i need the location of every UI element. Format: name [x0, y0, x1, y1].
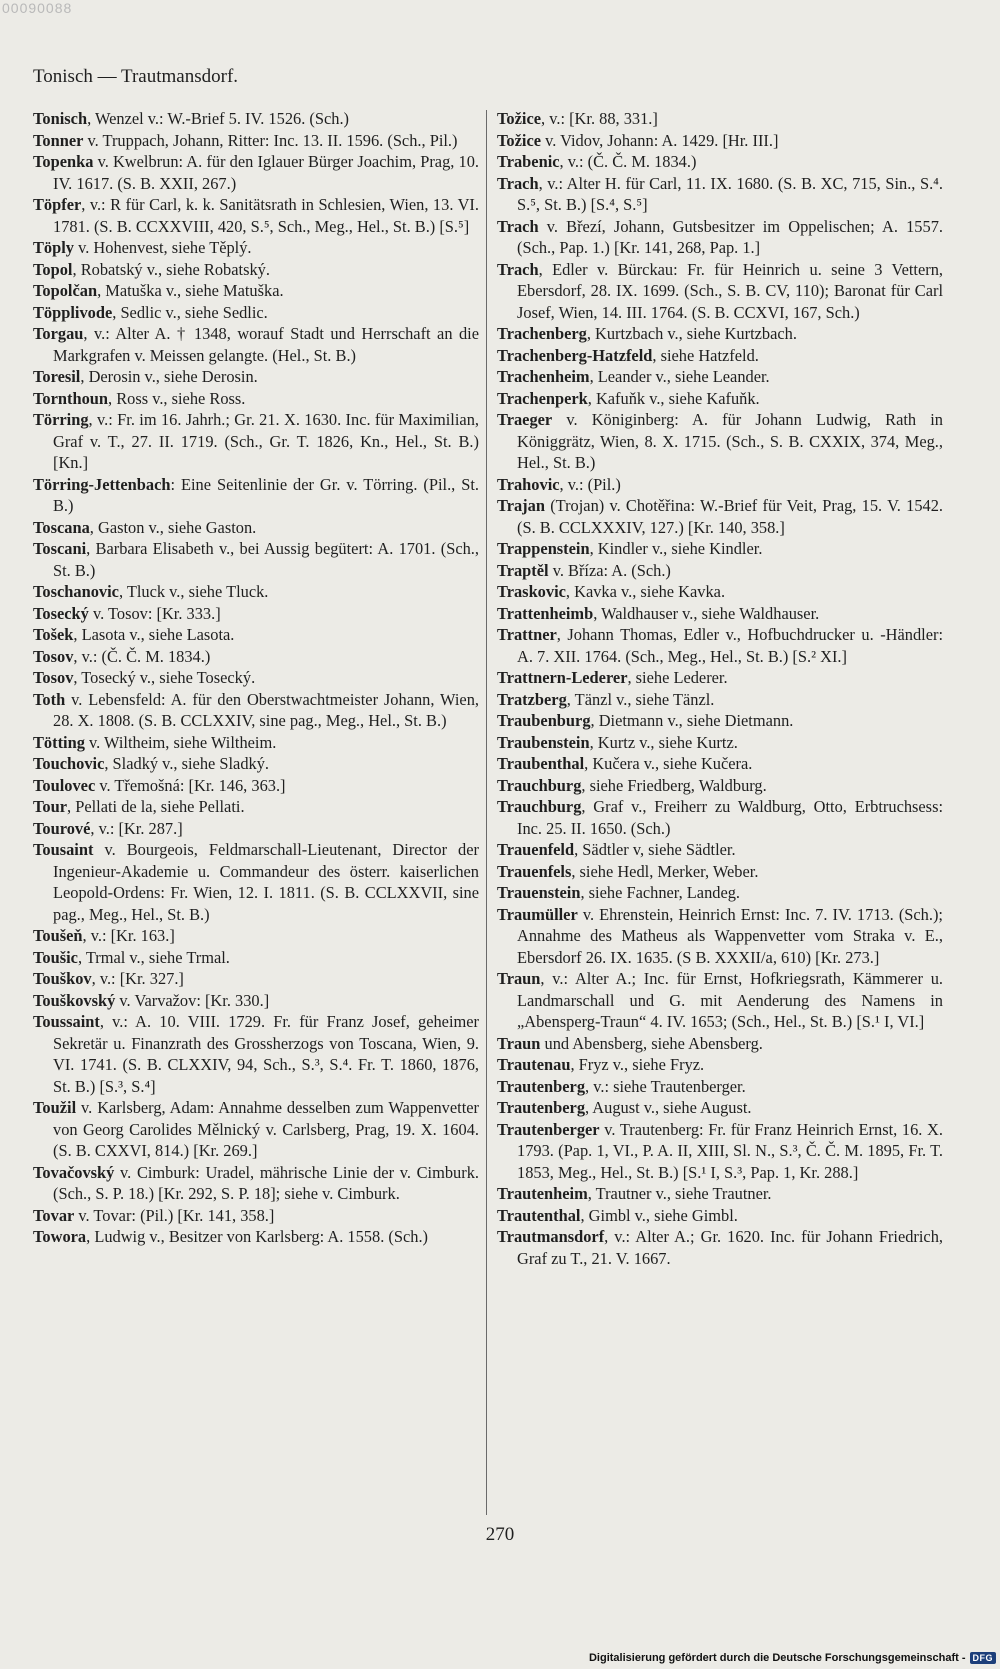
page-number: 270: [485, 1524, 515, 1545]
entry-headword: Trappenstein: [497, 539, 590, 558]
entry-text: , Robatský v., siehe Robatský.: [72, 259, 270, 279]
entry-headword: Traumüller: [497, 904, 578, 924]
dictionary-entry: [33, 753, 479, 775]
entry-headword: Tornthoun: [33, 388, 109, 408]
entry-text: , Graf v., Freiherr zu Waldburg, Otto, Erbtruchsess: Inc. 25. II. 1650. (Sch.): [517, 797, 943, 838]
dictionary-entry: [33, 581, 479, 603]
dictionary-entry: [33, 474, 479, 517]
entry-text: v. Königinberg: A. für Johann Ludwig, Rath in Königgrätz, Wien, 8. X. 1715. (Sch., S. B. CXXIX, 374, Meg., Hel., St. B.): [517, 410, 943, 472]
dictionary-entry: [33, 130, 479, 152]
entry-headword: Trauchburg: [497, 775, 582, 795]
entry-text: , Barbara Elisabeth v., bei Aussig begütert: A. 1701. (Sch., St. B.): [53, 539, 479, 580]
entry-headword: Trautenheim: [497, 1184, 588, 1203]
right-column: [497, 108, 943, 1269]
entry-text: , Derosin v., siehe Derosin.: [80, 367, 258, 386]
entry-headword: Trauchburg: [497, 797, 582, 816]
entry-headword: Touškov: [33, 969, 92, 988]
dictionary-entry: [497, 667, 943, 689]
entry-headword: Toth: [33, 689, 66, 709]
dictionary-entry: [33, 839, 479, 925]
dictionary-entry: [497, 130, 943, 152]
dictionary-entry: [497, 409, 943, 474]
dictionary-entry: [497, 882, 943, 904]
dictionary-entry: [497, 216, 943, 259]
entry-text: , siehe Lederer.: [627, 668, 728, 687]
entry-text: , Kafuňk v., siehe Kafuňk.: [587, 388, 760, 408]
entry-text: , v.: [Kr. 163.]: [82, 926, 175, 945]
dictionary-entry: [33, 667, 479, 689]
entry-text: v. Wiltheim, siehe Wiltheim.: [84, 732, 277, 752]
entry-text: , Edler v. Bürckau: Fr. für Heinrich u. seine 3 Vettern, Ebersdorf, 28. IX. 1699. (Sch., S. B. CV, 110); Baronat für Carl Josef, Wien, 14. III. 1764. (S. B. CCXVI, 167, Sch.): [517, 259, 943, 322]
dictionary-entry: [497, 839, 943, 861]
entry-headword: Traskovic: [497, 582, 566, 601]
entry-text: v. Karlsberg, Adam: Annahme desselben zum Wappenvetter von Georg Carolides Mělnický v. Carlsberg, Prag, 19. X. 1604. (S. B. CXXVI, 814.) [Kr. 269.]: [53, 1098, 479, 1160]
entry-text: v. Varvažov: [Kr. 330.]: [115, 990, 270, 1010]
entry-headword: Traptěl: [497, 560, 549, 580]
entry-headword: Toresil: [33, 367, 81, 386]
entry-headword: Tousaint: [33, 840, 94, 859]
entry-text: , v.: [Kr. 88, 331.]: [541, 109, 658, 128]
entry-headword: Tovačovský: [33, 1162, 115, 1182]
dictionary-entry: [33, 237, 479, 259]
dictionary-entry: [497, 1205, 943, 1227]
entry-headword: Tosecký: [33, 603, 89, 623]
entry-headword: Toschanovic: [33, 582, 119, 601]
entry-headword: Torgau: [33, 324, 84, 343]
dictionary-entry: [33, 775, 479, 797]
entry-headword: Tötting: [33, 732, 85, 752]
dictionary-entry: [33, 1097, 479, 1162]
dictionary-entry: [33, 259, 479, 281]
dictionary-entry: [497, 1076, 943, 1098]
entry-headword: Toscana: [33, 517, 90, 537]
entry-text: , v.: (Č. Č. M. 1834.): [559, 152, 697, 171]
dictionary-entry: [33, 409, 479, 474]
footer-text: Digitalisierung gefördert durch die Deutsche Forschungsgemeinschaft -: [588, 1652, 966, 1664]
dictionary-entry: [497, 259, 943, 324]
dictionary-entry: [33, 646, 479, 668]
entry-headword: Trauenstein: [497, 883, 581, 902]
dictionary-entry: [33, 603, 479, 625]
dictionary-entry: [497, 1226, 943, 1269]
dictionary-entry: [497, 732, 943, 754]
entry-headword: Trauenfeld: [497, 840, 575, 859]
entry-text: v. Lebensfeld: A. für den Oberstwachtmeister Johann, Wien, 28. X. 1808. (S. B. CCLXXIV, sine pag., Meg., Hel., St. B.): [53, 689, 479, 730]
dictionary-entry: [497, 108, 943, 130]
entry-text: , v.: siehe Trautenberger.: [585, 1076, 746, 1096]
entry-headword: Trautenberg: [497, 1098, 586, 1117]
entry-headword: Trachenberg: [497, 324, 587, 343]
entry-text: , Trautner v., siehe Trautner.: [587, 1184, 772, 1203]
entry-text: v. Březí, Johann, Gutsbesitzer im Oppelischen; A. 1557. (Sch., Pap. 1.) [Kr. 141, 268, Pap. 1.]: [517, 216, 943, 257]
entry-text: , Sädtler v, siehe Sädtler.: [574, 840, 736, 859]
dictionary-entry: [497, 968, 943, 1033]
entry-headword: Trattner: [497, 625, 557, 644]
dictionary-entry: [497, 1033, 943, 1055]
entry-text: , Johann Thomas, Edler v., Hofbuchdrucker u. -Händler: A. 7. XII. 1764. (Sch., Meg., Hel., St. B.) [S.² XI.]: [517, 625, 943, 666]
entry-headword: Tour: [33, 797, 68, 816]
entry-text: , Kurtzbach v., siehe Kurtzbach.: [586, 324, 797, 343]
entry-text: , Pellati de la, siehe Pellati.: [67, 797, 245, 816]
dictionary-entry: [497, 495, 943, 538]
dictionary-entry: [497, 538, 943, 560]
entry-headword: Trajan: [497, 496, 545, 515]
entry-text: , Sedlic v., siehe Sedlic.: [112, 302, 268, 322]
entry-text: , v.: Alter A.; Gr. 1620. Inc. für Johann Friedrich, Graf zu T., 21. V. 1667.: [517, 1227, 943, 1268]
entry-headword: Toussaint: [33, 1012, 100, 1031]
entry-headword: Topenka: [33, 152, 94, 171]
entry-text: v. Trautenberg: Fr. für Franz Heinrich Ernst, 16. X. 1793. (Pap. 1, VI., P. A. II, XIII, Sl. N., S.³, Č. Č. M. 1895, Fr. T. 1853, Meg., Hel., St. B.) [S.¹ I, S.³, Pap. 1, Kr. 288.]: [517, 1119, 943, 1182]
entry-text: v. Tovar: (Pil.) [Kr. 141, 358.]: [74, 1205, 275, 1225]
entry-text: , Leander v., siehe Leander.: [589, 367, 770, 386]
entry-headword: Trabenic: [497, 152, 560, 171]
dictionary-entry: [33, 1162, 479, 1205]
entry-headword: Tošek: [33, 625, 74, 644]
entry-text: , Dietmann v., siehe Dietmann.: [590, 711, 794, 730]
entry-text: , v.: R für Carl, k. k. Sanitätsrath in Schlesien, Wien, 13. VI. 1781. (S. B. CCXXVIII, 420, S.⁵, Sch., Meg., Hel., St. B.) [S.⁵]: [53, 195, 479, 236]
entry-text: , Wenzel v.: W.-Brief 5. IV. 1526. (Sch.): [87, 109, 350, 128]
dictionary-entry: [33, 624, 479, 646]
entry-headword: Tosov: [33, 646, 74, 666]
dictionary-entry: [33, 538, 479, 581]
entry-text: , v.: Fr. im 16. Jahrh.; Gr. 21. X. 1630. Inc. für Maximilian, Graf v. T., 27. II. 1719. (Sch., Gr. T. 1826, Kn., Hel., St. B.) [Kn.]: [53, 410, 479, 472]
entry-text: , v.: Alter A. † 1348, worauf Stadt und Herrschaft an die Markgrafen v. Meissen gelangte. (Hel., St. B.): [53, 324, 479, 365]
entry-headword: Touškovský: [33, 990, 116, 1010]
entry-headword: Topol: [33, 259, 73, 279]
entry-text: , siehe Friedberg, Waldburg.: [581, 775, 767, 795]
entry-text: , Kurtz v., siehe Kurtz.: [589, 732, 738, 752]
dictionary-entry: [33, 1226, 479, 1248]
entry-text: , Kindler v., siehe Kindler.: [589, 539, 763, 558]
left-column: [33, 108, 479, 1248]
dictionary-entry: [497, 775, 943, 797]
entry-headword: Tovar: [33, 1205, 75, 1225]
dictionary-entry: [497, 796, 943, 839]
dictionary-entry: [33, 108, 479, 130]
dictionary-entry: [497, 345, 943, 367]
entry-text: , Tluck v., siehe Tluck.: [118, 582, 269, 601]
entry-text: v. Cimburk: Uradel, mährische Linie der v. Cimburk. (Sch., S. P. 18.) [Kr. 292, S. P. 18]; siehe v. Cimburk.: [53, 1162, 479, 1203]
entry-text: und Abensberg, siehe Abensberg.: [540, 1033, 763, 1053]
dictionary-entry: [33, 366, 479, 388]
entry-headword: Töply: [33, 238, 74, 257]
dictionary-entry: [497, 173, 943, 216]
dictionary-entry: [33, 689, 479, 732]
dictionary-entry: [497, 753, 943, 775]
entry-text: , Fryz v., siehe Fryz.: [570, 1055, 705, 1074]
entry-headword: Tonner: [33, 130, 84, 150]
entry-headword: Trattenheimb: [497, 603, 594, 623]
entry-text: v. Truppach, Johann, Ritter: Inc. 13. II. 1596. (Sch., Pil.): [83, 130, 458, 150]
entry-headword: Tratzberg: [497, 689, 567, 709]
entry-headword: Trautenberger: [497, 1119, 600, 1139]
entry-headword: Trautenberg: [497, 1076, 586, 1096]
dictionary-entry: [497, 689, 943, 711]
dictionary-entry: [33, 732, 479, 754]
dictionary-entry: [497, 710, 943, 732]
entry-text: , v.: [Kr. 287.]: [90, 818, 183, 838]
dictionary-entry: [497, 624, 943, 667]
dictionary-entry: [497, 861, 943, 883]
entry-headword: Tožice: [497, 130, 542, 150]
entry-headword: Traubenstein: [497, 732, 590, 752]
entry-text: , v.: Alter A.; Inc. für Ernst, Hofkriegsrath, Kämmerer u. Landmarschall und G. mit Aenderung des Namens in „Abensperg-Traun“ 4. IV. 1653; (Sch., Hel., St. B.) [S.¹ I, VI.]: [517, 969, 943, 1031]
entry-text: , Tänzl v., siehe Tänzl.: [566, 689, 715, 709]
entry-text: , Tosecký v., siehe Tosecký.: [73, 668, 256, 687]
entry-headword: Traubenburg: [497, 711, 591, 730]
dictionary-entry: [33, 517, 479, 539]
dictionary-entry: [497, 366, 943, 388]
footer-credit: [589, 1649, 996, 1667]
dictionary-entry: [33, 323, 479, 366]
entry-headword: Towora: [33, 1227, 87, 1246]
entry-headword: Traubenthal: [497, 754, 585, 773]
entry-headword: Trachenperk: [497, 388, 588, 408]
entry-text: , Matuška v., siehe Matuška.: [97, 281, 284, 300]
entry-text: , siehe Hedl, Merker, Weber.: [571, 861, 759, 881]
dictionary-entry: [497, 560, 943, 582]
dictionary-entry: [497, 323, 943, 345]
entry-headword: Toužil: [33, 1098, 77, 1117]
entry-text: , siehe Hatzfeld.: [652, 345, 759, 365]
entry-text: , Kavka v., siehe Kavka.: [565, 582, 726, 601]
entry-text: , Ludwig v., Besitzer von Karlsberg: A. 1558. (Sch.): [86, 1227, 428, 1246]
entry-headword: Traun: [497, 1033, 541, 1053]
entry-headword: Trahovic: [497, 474, 560, 494]
entry-headword: Toušeň: [33, 926, 83, 945]
entry-headword: Touchovic: [33, 754, 105, 773]
dictionary-entry: [33, 990, 479, 1012]
entry-headword: Trachenheim: [497, 367, 590, 386]
dictionary-entry: [33, 151, 479, 194]
entry-headword: Töpfer: [33, 195, 82, 214]
dictionary-entry: [33, 1205, 479, 1227]
dictionary-entry: [33, 818, 479, 840]
entry-headword: Tonisch: [33, 109, 88, 128]
entry-headword: Toušic: [33, 947, 78, 967]
dictionary-entry: [497, 1183, 943, 1205]
dictionary-entry: [33, 1011, 479, 1097]
entry-text: , Waldhauser v., siehe Waldhauser.: [593, 603, 820, 623]
entry-text: v. Kwelbrun: A. für den Iglauer Bürger Joachim, Prag, 10. IV. 1617. (S. B. XXII, 267.): [53, 152, 479, 193]
entry-text: , v.: Alter H. für Carl, 11. IX. 1680. (S. B. XC, 715, Sin., S.⁴. S.⁵, St. B.) [S.⁴, S.⁵]: [517, 173, 943, 214]
entry-headword: Trachenberg-Hatzfeld: [497, 345, 653, 365]
entry-headword: Traun: [497, 969, 541, 988]
entry-text: , siehe Fachner, Landeg.: [580, 883, 741, 902]
entry-headword: Tožice: [497, 109, 542, 128]
entry-headword: Trach: [497, 259, 539, 279]
dictionary-entry: [33, 796, 479, 818]
entry-text: v. Bourgeois, Feldmarschall-Lieutenant, Director der Ingenieur-Akademie u. Commandeur des österr. kaiserlichen Leopold-Ordens: Fr. Wien, 12. I. 1811. (S. B. CCLXXVII, sine pag., Meg., Hel., St. B.): [53, 840, 479, 924]
entry-text: v. Tosov: [Kr. 333.]: [88, 603, 221, 623]
entry-headword: Törring: [33, 410, 89, 429]
dictionary-entry: [497, 1054, 943, 1076]
dictionary-entry: [497, 1097, 943, 1119]
entry-headword: Törring-Jettenbach: [33, 474, 171, 494]
dictionary-entry: [33, 925, 479, 947]
entry-headword: Trach: [497, 173, 539, 193]
dictionary-entry: [33, 388, 479, 410]
entry-text: , Gimbl v., siehe Gimbl.: [580, 1205, 738, 1225]
entry-text: , Gaston v., siehe Gaston.: [89, 517, 257, 537]
running-head: Tonisch — Trautmansdorf.: [33, 66, 239, 87]
entry-text: , v.: A. 10. VIII. 1729. Fr. für Franz Josef, geheimer Sekretär u. Finanzrath des Grossherzogs von Toscana, Wien, 9. VI. 1741. (S. B. CLXXIV, 94, Sch., S.³, S.⁴. Fr. T. 1860, 1876, St. B.) [S.³, S.⁴]: [53, 1012, 479, 1096]
dictionary-entry: [33, 280, 479, 302]
entry-text: (Trojan) v. Chotěřina: W.-Brief für Veit, Prag, 15. V. 1542. (S. B. CCLXXXIV, 127.) [Kr. 140, 358.]: [517, 496, 943, 537]
entry-text: , Ross v., siehe Ross.: [108, 388, 246, 408]
dfg-logo: DFG: [970, 1652, 997, 1664]
entry-headword: Trach: [497, 216, 539, 236]
dictionary-entry: [497, 904, 943, 969]
dictionary-entry: [33, 194, 479, 237]
entry-headword: Trauenfels: [497, 861, 572, 881]
entry-headword: Trautenau: [497, 1055, 571, 1074]
entry-text: v. Vidov, Johann: A. 1429. [Hr. III.]: [541, 130, 779, 150]
entry-headword: Traeger: [497, 410, 553, 429]
entry-headword: Töpplivode: [33, 302, 113, 322]
entry-text: , Kučera v., siehe Kučera.: [584, 754, 753, 773]
entry-text: v. Hohenvest, siehe Těplý.: [74, 238, 252, 257]
entry-text: , Lasota v., siehe Lasota.: [73, 625, 235, 644]
column-divider: [486, 110, 487, 1515]
dictionary-entry: [33, 968, 479, 990]
dictionary-entry: [497, 1119, 943, 1184]
dictionary-entry: [497, 474, 943, 496]
entry-headword: Toulovec: [33, 775, 96, 795]
entry-text: , v.: (Č. Č. M. 1834.): [73, 646, 211, 666]
entry-text: v. Bříza: A. (Sch.): [548, 560, 671, 580]
entry-headword: Trautmansdorf: [497, 1227, 605, 1246]
dictionary-entry: [497, 581, 943, 603]
entry-text: : Eine Seitenlinie der Gr. v. Törring. (Pil., St. B.): [53, 474, 479, 515]
entry-headword: Topolčan: [33, 281, 98, 300]
entry-headword: Trautenthal: [497, 1205, 581, 1225]
entry-headword: Trattnern-Lederer: [497, 668, 628, 687]
entry-text: v. Ehrenstein, Heinrich Ernst: Inc. 7. IV. 1713. (Sch.); Annahme des Matheus als Wappenvetter vom Straka v. E., Ebersdorf 26. IX. 1635. (S B. XXXII/a, 610) [Kr. 273.]: [517, 904, 943, 967]
dictionary-entry: [33, 947, 479, 969]
entry-headword: Toscani: [33, 539, 87, 558]
entry-text: , Trmal v., siehe Trmal.: [77, 947, 230, 967]
dictionary-entry: [497, 151, 943, 173]
entry-text: , August v., siehe August.: [585, 1098, 752, 1117]
entry-text: , v.: (Pil.): [559, 474, 621, 494]
entry-headword: Tourové: [33, 818, 91, 838]
entry-headword: Tosov: [33, 668, 74, 687]
dictionary-entry: [33, 302, 479, 324]
scan-id: 00090088: [2, 0, 73, 16]
entry-text: , v.: [Kr. 327.]: [91, 969, 184, 988]
dictionary-entry: [497, 603, 943, 625]
dictionary-entry: [497, 388, 943, 410]
entry-text: v. Třemošná: [Kr. 146, 363.]: [95, 775, 286, 795]
entry-text: , Sladký v., siehe Sladký.: [104, 754, 270, 773]
